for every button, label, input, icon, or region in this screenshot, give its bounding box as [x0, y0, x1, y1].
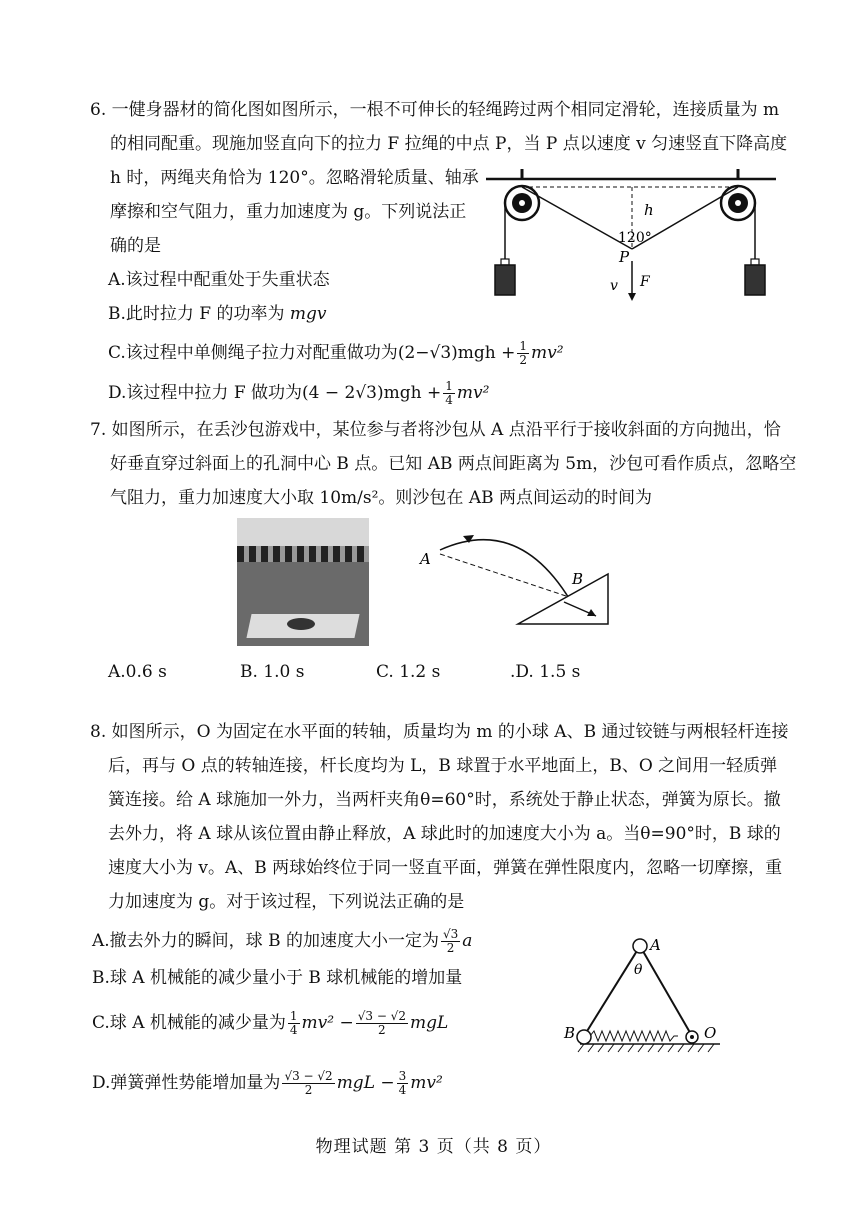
q8-line-5: 速度大小为 v。A、B 两球始终位于同一竖直平面，弹簧在弹性限度内，忽略一切摩擦，重 [108, 858, 783, 878]
label-a: A [650, 936, 661, 954]
label-h: h [644, 201, 654, 219]
ground-hatching [578, 1044, 714, 1052]
q6-pulley-figure [486, 165, 786, 305]
label-o: O [704, 1024, 717, 1042]
q8-option-d-fraction-1: $\frac{√3 - √2}{2}$ [284, 1069, 333, 1097]
q8-line-6: 力加速度为 g。对于该过程，下列说法正确的是 [108, 892, 465, 912]
q8-option-c-fraction-1: $\frac{1}{4}$ [289, 1009, 298, 1037]
left-weight [495, 265, 515, 295]
q6-option-d-fraction: $\frac{1}{4}$ [445, 379, 453, 407]
q6-option-b: B.此时拉力 F 的功率为 mgv [108, 304, 327, 324]
q8-option-a-fraction: $\frac{√3}{2}$ [442, 927, 459, 955]
q6-option-c: C.该过程中单侧绳子拉力对配重做功为(2−√3)mgh + $\frac{1}{2}$ mv² [108, 339, 564, 367]
incline-triangle [518, 574, 608, 624]
q8-option-b: B.球 A 机械能的减少量小于 B 球机械能的增加量 [92, 968, 463, 988]
q7-option-a: A.0.6 s [108, 662, 167, 682]
q7-line-3: 气阻力，重力加速度大小取 10m/s²。则沙包在 AB 两点间运动的时间为 [110, 488, 652, 508]
q6-line-2: 的相同配重。现施加竖直向下的拉力 F 拉绳的中点 P，当 P 点以速度 v 匀速竖直下降高度 [110, 134, 788, 154]
q6-option-c-fraction: $\frac{1}{2}$ [519, 339, 528, 367]
right-rod [640, 946, 692, 1036]
q6-option-a: A.该过程中配重处于失重状态 [108, 270, 330, 290]
left-rod [584, 946, 640, 1036]
q8-option-a: A.撤去外力的瞬间，球 B 的加速度大小一定为 $\frac{√3}{2}$ a [92, 927, 473, 955]
q8-linkage-figure [560, 930, 730, 1060]
q8-option-d: D.弹簧弹性势能增加量为 $\frac{√3 - √2}{2}$ mgL − $\frac{3}{4}$ mv² [92, 1069, 443, 1097]
ball-a [633, 939, 647, 953]
spring [590, 1031, 678, 1041]
q8-line-3: 簧连接。给 A 球施加一外力，当两杆夹角θ=60°时，系统处于静止状态，弹簧为原长。撤 [108, 790, 781, 810]
q8-line-4: 去外力，将 A 球从该位置由静止释放，A 球此时的加速度大小为 a。当θ=90°时，B 球的 [108, 824, 781, 844]
label-b: B [564, 1024, 576, 1042]
q8-option-d-fraction-2: $\frac{3}{4}$ [398, 1069, 407, 1097]
q8-line-1: 8. 如图所示，O 为固定在水平面的转轴，质量均为 m 的小球 A、B 通过铰链与两根轻杆连接 [90, 722, 789, 742]
label-theta: θ [634, 962, 643, 978]
chord-dashed-line [440, 554, 566, 596]
label-angle: 120° [618, 230, 652, 246]
q6-line-4: 摩擦和空气阻力，重力加速度为 g。下列说法正 [110, 202, 467, 222]
page-footer: 物理试题 第 3 页（共 8 页） [315, 1137, 552, 1157]
q6-line-5: 确的是 [110, 236, 161, 256]
q8-option-c-fraction-2: $\frac{√3 - √2}{2}$ [357, 1009, 406, 1037]
q6-line-3: h 时，两绳夹角恰为 120°。忽略滑轮质量、轴承 [110, 168, 479, 188]
label-f: F [640, 274, 650, 290]
ball-b [577, 1030, 591, 1044]
right-weight [745, 265, 765, 295]
label-v: v [610, 278, 618, 294]
q7-trajectory-figure [414, 524, 614, 634]
label-a: A [420, 550, 431, 568]
label-p: P [619, 248, 630, 266]
left-rope [522, 187, 632, 249]
label-b: B [572, 570, 584, 588]
q8-option-c: C.球 A 机械能的减少量为 $\frac{1}{4}$ mv² − $\frac{√3 - √2}{2}$ mgL [92, 1009, 449, 1037]
q7-option-c: C. 1.2 s [376, 662, 441, 682]
q6-line-1: 6. 一健身器材的简化图如图所示，一根不可伸长的轻绳跨过两个相同定滑轮，连接质量为 m [90, 100, 780, 120]
q7-option-d: .D. 1.5 s [510, 662, 581, 682]
q7-option-b: B. 1.0 s [240, 662, 305, 682]
q7-line-2: 好垂直穿过斜面上的孔洞中心 B 点。已知 AB 两点间距离为 5m，沙包可看作质点，忽略空 [110, 454, 797, 474]
q7-game-photo [237, 518, 369, 646]
q8-line-2: 后，再与 O 点的转轴连接，杆长度均为 L，B 球置于水平地面上，B、O 之间用一轻质弹 [108, 756, 778, 776]
q6-option-d: D.该过程中拉力 F 做功为(4 − 2√3)mgh + $\frac{1}{4}$ mv² [108, 379, 490, 407]
q7-line-1: 7. 如图所示，在丢沙包游戏中，某位参与者将沙包从 A 点沿平行于接收斜面的方向抛出，恰 [90, 420, 781, 440]
